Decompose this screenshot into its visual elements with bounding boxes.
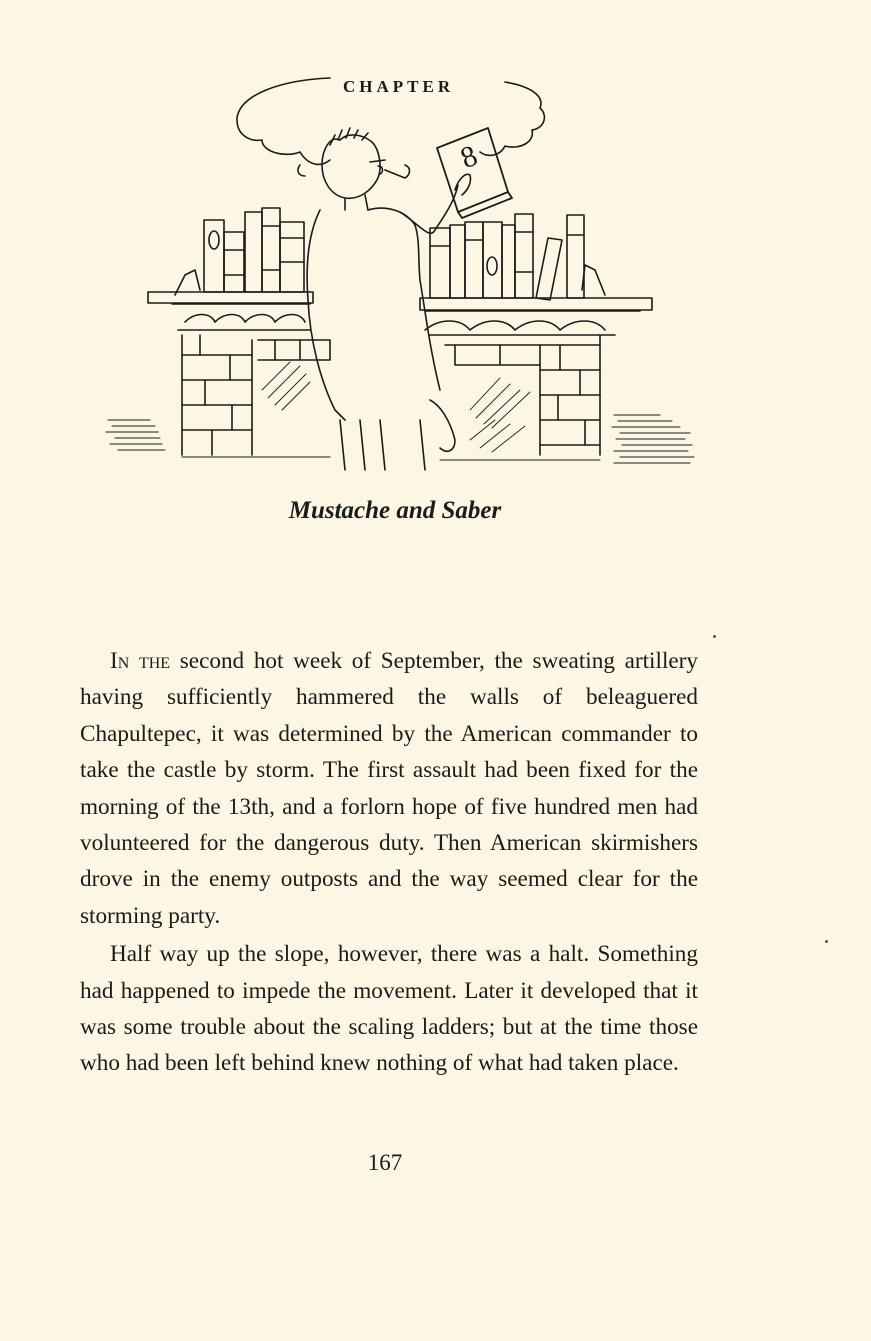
man-figure [307, 128, 470, 470]
chapter-title: Mustache and Saber [288, 497, 502, 524]
mantel-shelf [148, 292, 652, 335]
shelf-decor [175, 265, 605, 295]
body-text [80, 643, 698, 1084]
books-left [204, 208, 304, 292]
speck [825, 940, 828, 943]
paragraph-text: second hot week of September, the sweating artillery having sufficiently hammered the walls of beleaguered Chapultepec, it was determined by the American commander to take the castle by storm. The first assault had been fixed for the morning of the 13th, and a forlorn hope of five hundred men had volunteered for the dangerous duty. Then American skirmishers drove in the enemy outposts and the way seemed clear for the storming party. [80, 648, 698, 929]
books-right [430, 214, 584, 300]
chapter-number-text: 8 [456, 138, 482, 176]
speck [713, 635, 716, 638]
chapter-illustration [100, 68, 720, 478]
floor-lines [106, 415, 694, 463]
paragraph [80, 643, 698, 934]
page-number: 167 [367, 1150, 403, 1175]
chapter-label: CHAPTER [343, 77, 455, 96]
hatching [262, 362, 530, 452]
lead-in: In the [110, 648, 171, 674]
brick-fireplace [182, 335, 600, 455]
paragraph: Half way up the slope, however, there was a halt. Something had happened to impede the movement. Later it developed that it was some trouble about the scaling ladders; but at the time those who had been left behind knew nothing of what had taken place. [80, 941, 698, 1077]
